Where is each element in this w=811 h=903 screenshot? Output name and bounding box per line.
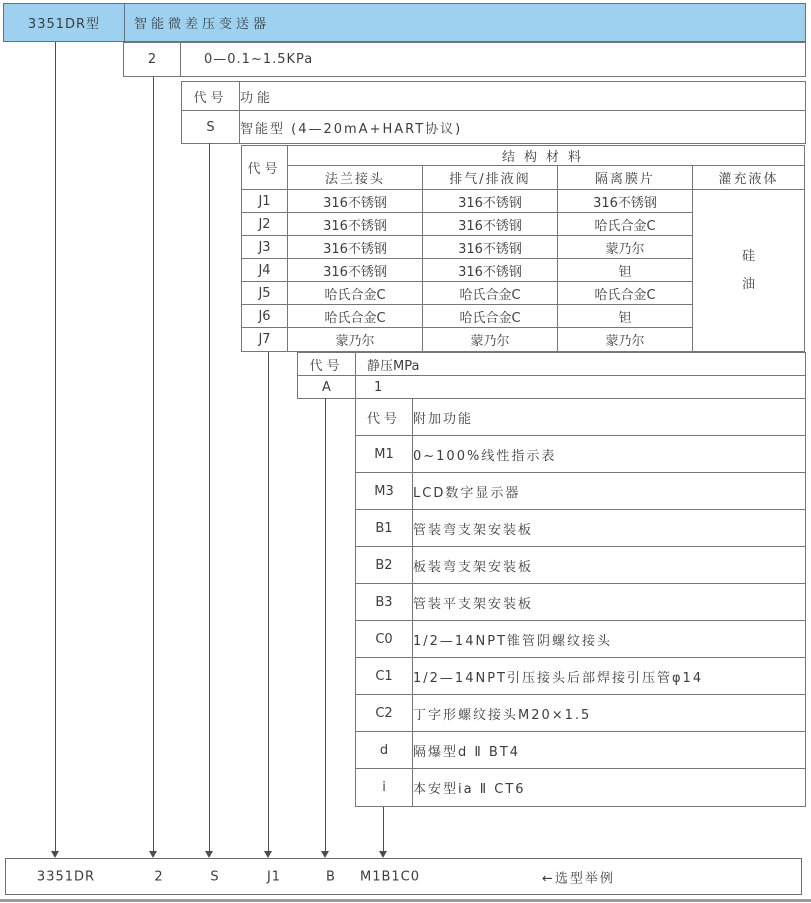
example-static: B xyxy=(326,869,336,884)
function-code: S xyxy=(182,111,240,144)
connector-line-model xyxy=(55,42,56,852)
addon-label-header: 附加功能 xyxy=(413,399,806,436)
material-code: J1 xyxy=(242,190,288,213)
vent-value: 蒙乃尔 xyxy=(423,328,558,352)
column-vent-drain: 排气/排液阀 xyxy=(423,166,558,190)
material-code-header: 代号 xyxy=(242,146,288,190)
addon-label: 管装弯支架安装板 xyxy=(413,510,806,547)
addon-label: 1/2—14NPT锥管阴螺纹接头 xyxy=(413,621,806,658)
addon-label: 丁字形螺纹接头M20×1.5 xyxy=(413,695,806,732)
fill-liquid-cell xyxy=(693,190,805,352)
flange-value: 316不锈钢 xyxy=(288,190,423,213)
addon-table xyxy=(355,398,806,807)
range-label: 0—0.1~1.5KPa xyxy=(204,52,314,67)
addon-row-c1 xyxy=(356,658,806,695)
column-diaphragm: 隔离膜片 xyxy=(558,166,693,190)
addon-row-c0 xyxy=(356,621,806,658)
diaphragm-value: 蒙乃尔 xyxy=(558,236,693,259)
material-code: J4 xyxy=(242,259,288,282)
addon-row-m3 xyxy=(356,473,806,510)
vent-value: 316不锈钢 xyxy=(423,213,558,236)
range-row xyxy=(123,42,806,77)
range-code: 2 xyxy=(124,43,181,76)
addon-row-i xyxy=(356,769,806,807)
static-code: A xyxy=(298,376,356,399)
function-label: 智能型 (4—20mA+HART协议) xyxy=(240,111,806,144)
flange-value: 316不锈钢 xyxy=(288,259,423,282)
addon-label: 管装平支架安装板 xyxy=(413,584,806,621)
addon-row-m1 xyxy=(356,436,806,473)
example-note: ←选型举例 xyxy=(542,871,615,886)
material-code: J5 xyxy=(242,282,288,305)
vent-value: 316不锈钢 xyxy=(423,259,558,282)
arrow-down-addon xyxy=(379,851,387,858)
addon-code: C0 xyxy=(356,621,413,658)
material-code: J3 xyxy=(242,236,288,259)
connector-line-addon xyxy=(383,807,384,852)
addon-code: B2 xyxy=(356,547,413,584)
example-material: J1 xyxy=(266,869,282,884)
addon-code: M1 xyxy=(356,436,413,473)
arrow-down-function xyxy=(205,851,213,858)
diaphragm-value: 哈氏合金C xyxy=(558,282,693,305)
vent-value: 316不锈钢 xyxy=(423,190,558,213)
flange-value: 316不锈钢 xyxy=(288,213,423,236)
arrow-down-static xyxy=(321,851,329,858)
addon-code: i xyxy=(356,769,413,807)
static-value: 1 xyxy=(356,376,806,399)
vent-value: 316不锈钢 xyxy=(423,236,558,259)
example-function: S xyxy=(210,869,220,884)
addon-label: 隔爆型d Ⅱ BT4 xyxy=(413,732,806,769)
material-row-j1 xyxy=(242,190,805,213)
addon-row-c2 xyxy=(356,695,806,732)
addon-label: 板装弯支架安装板 xyxy=(413,547,806,584)
arrow-down-material xyxy=(264,851,272,858)
static-label-header: 静压MPa xyxy=(356,353,806,376)
addon-code-header: 代号 xyxy=(356,399,413,436)
static-pressure-table xyxy=(297,352,806,399)
connector-line-function xyxy=(209,143,210,852)
addon-code: C1 xyxy=(356,658,413,695)
title-bar xyxy=(3,3,806,42)
example-addon: M1B1C0 xyxy=(359,869,421,884)
flange-value: 蒙乃尔 xyxy=(288,328,423,352)
model-code: 3351DR型 xyxy=(4,4,125,41)
flange-value: 哈氏合金C xyxy=(288,305,423,328)
material-code: J7 xyxy=(242,328,288,352)
function-code-header: 代号 xyxy=(182,82,240,111)
addon-label: 0~100%线性指示表 xyxy=(413,436,806,473)
static-code-header: 代号 xyxy=(298,353,356,376)
material-group-header: 结构材料 xyxy=(288,146,805,166)
flange-value: 316不锈钢 xyxy=(288,236,423,259)
material-code: J2 xyxy=(242,213,288,236)
column-fill-liquid: 灌充液体 xyxy=(693,166,805,190)
column-flange: 法兰接头 xyxy=(288,166,423,190)
diaphragm-value: 哈氏合金C xyxy=(558,213,693,236)
fill-liquid-line2: 油 xyxy=(741,276,755,292)
addon-row-b1 xyxy=(356,510,806,547)
diaphragm-value: 316不锈钢 xyxy=(558,190,693,213)
diaphragm-value: 钽 xyxy=(558,305,693,328)
addon-code: B1 xyxy=(356,510,413,547)
arrow-down-model xyxy=(51,851,59,858)
example-box xyxy=(5,858,802,895)
addon-label: LCD数字显示器 xyxy=(413,473,806,510)
addon-label: 本安型ia Ⅱ CT6 xyxy=(413,769,806,807)
addon-code: d xyxy=(356,732,413,769)
diaphragm-value: 钽 xyxy=(558,259,693,282)
fill-liquid-line1: 硅 xyxy=(741,248,755,264)
material-table xyxy=(241,145,805,352)
page-bottom-rule xyxy=(0,899,811,902)
addon-row-b2 xyxy=(356,547,806,584)
addon-code: C2 xyxy=(356,695,413,732)
connector-line-material xyxy=(268,352,269,852)
arrow-down-range xyxy=(149,851,157,858)
addon-code: M3 xyxy=(356,473,413,510)
connector-line-range xyxy=(153,77,154,852)
vent-value: 哈氏合金C xyxy=(423,305,558,328)
material-code: J6 xyxy=(242,305,288,328)
function-table xyxy=(181,81,806,144)
example-model: 3351DR xyxy=(36,869,96,884)
connector-line-static xyxy=(325,398,326,852)
model-name: 智能微差压变送器 xyxy=(134,17,271,32)
diaphragm-value: 蒙乃尔 xyxy=(558,328,693,352)
addon-label: 1/2—14NPT引压接头后部焊接引压管φ14 xyxy=(413,658,806,695)
example-range: 2 xyxy=(154,869,164,884)
addon-code: B3 xyxy=(356,584,413,621)
addon-row-b3 xyxy=(356,584,806,621)
function-label-header: 功能 xyxy=(240,82,806,111)
flange-value: 哈氏合金C xyxy=(288,282,423,305)
vent-value: 哈氏合金C xyxy=(423,282,558,305)
addon-row-d xyxy=(356,732,806,769)
